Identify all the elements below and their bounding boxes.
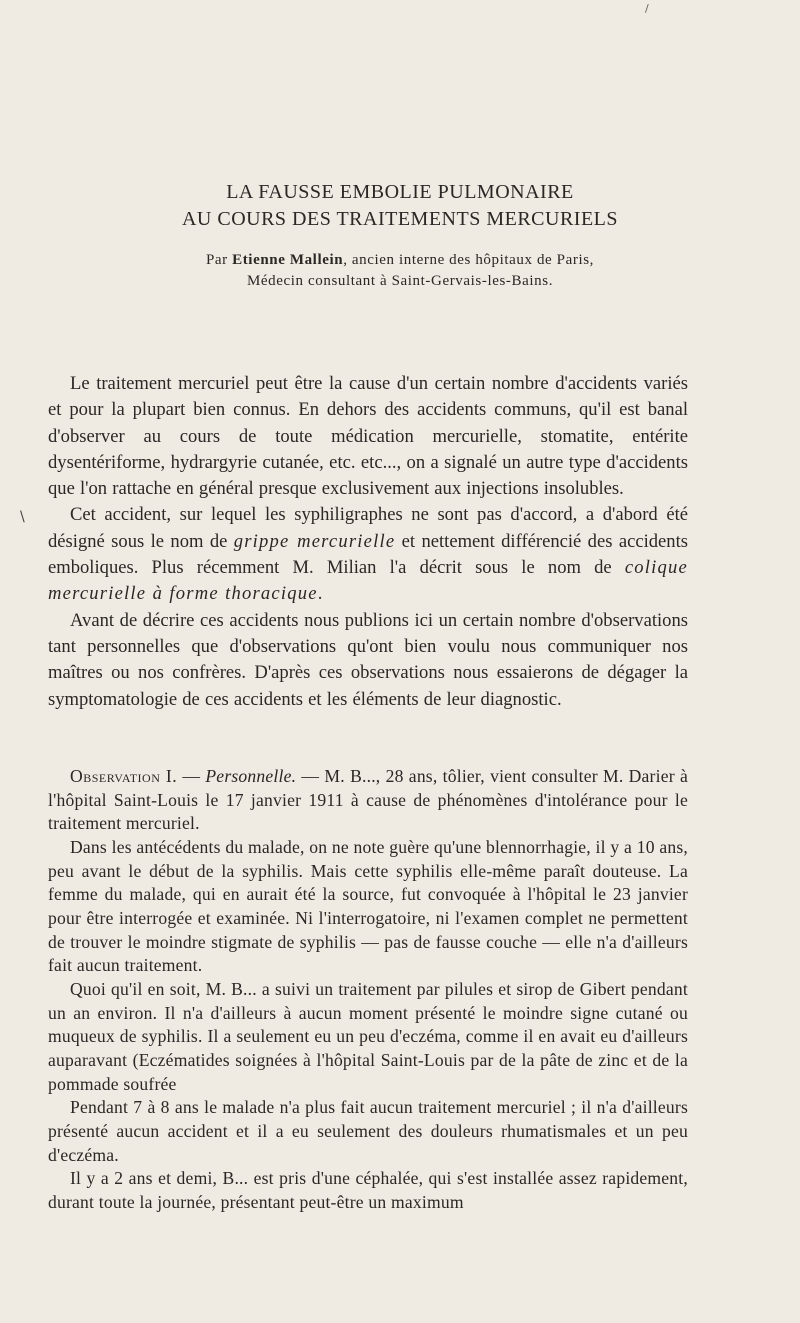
title-line-1: LA FAUSSE EMBOLIE PULMONAIRE	[226, 181, 574, 203]
author-affiliation: , ancien interne des hôpitaux de Paris,	[343, 252, 595, 268]
byline-prefix: Par	[205, 252, 228, 268]
observation-dash: —	[177, 766, 206, 786]
term-colique-mercurielle: colique mercurielle à forme thoracique	[48, 557, 688, 605]
intro-p2-text-b: et nettement différencié des accidents emboliques. Plus récemment M. Milian l'a décrit sous le nom de	[48, 530, 688, 579]
intro-p2-text-c: .	[317, 583, 323, 605]
observation-paragraph-5: Il y a 2 ans et demi, B... est pris d'une céphalée, qui s'est installée assez rapidement, durant toute la journée, présentant peut-être un maximum	[48, 1168, 688, 1212]
observation-type: Personnelle.	[205, 766, 297, 786]
observation-paragraph-4: Pendant 7 à 8 ans le malade n'a plus fait aucun traitement mercuriel ; il n'a d'ailleurs présenté aucun accident et il a eu seulement des douleurs rhumatismales et un peu d'eczéma.	[48, 1097, 688, 1165]
intro-p2-text-a: Cet accident, sur lequel les syphiligraphes ne sont pas d'accord, a d'abord été désigné sous le nom de	[48, 504, 688, 552]
intro-section	[48, 371, 688, 713]
intro-paragraph-3: Avant de décrire ces accidents nous publions ici un certain nombre d'observations tant personnelles que d'observations qu'ont bien voulu nous communiquer nos maîtres ou nos confrères. D'après ces observations nous essaierons de dégager la symptomatologie de ces accidents et les éléments de leur diagnostic.	[48, 609, 688, 710]
observation-section	[48, 765, 688, 1214]
title-line-2: AU COURS DES TRAITEMENTS MERCURIELS	[181, 208, 619, 230]
intro-paragraph-2	[48, 502, 688, 607]
observation-paragraph-3: Quoi qu'il en soit, M. B... a suivi un traitement par pilules et sirop de Gibert pendant un an environ. Il n'a d'ailleurs à aucun moment présenté le moindre signe cutané ou muqueux de syphilis. Il a seulement eu un peu d'eczéma, comme il en avait eu d'ailleurs auparavant (Eczématides soignées à l'hôpital Saint-Louis par de la pâte de zinc et de la pommade soufrée	[48, 978, 688, 1094]
observation-label: Observation I.	[70, 766, 178, 786]
observation-paragraph-1	[48, 765, 688, 836]
intro-paragraph-1: Le traitement mercuriel peut être la cause d'un certain nombre d'accidents variés et pour la plupart bien connus. En dehors des accidents communs, qu'il est banal d'observer au cours de toute médication mercurielle, stomatite, entérite dysentériforme, hydrargyrie cutanée, etc. etc..., on a signalé un autre type d'accidents que l'on rattache en général presque exclusivement aux injections insolubles.	[48, 373, 688, 500]
observation-p1-text: — M. B..., 28 ans, tôlier, vient consulter M. Darier à l'hôpital Saint-Louis le 17 janvier 1911 à cause de phénomènes d'intolérance pour le traitement mercuriel.	[48, 766, 688, 834]
term-grippe-mercurielle: grippe mercurielle	[233, 530, 396, 552]
byline-line-1	[0, 252, 800, 269]
author-name: Etienne Mallein	[232, 252, 344, 268]
observation-paragraph-2: Dans les antécédents du malade, on ne note guère qu'une blennorrhagie, il y a 10 ans, peu avant le début de la syphilis. Mais cette syphilis elle-même paraît douteuse. La femme du malade, qui en aurait été la source, fut convoquée à l'hôpital le 23 janvier pour être interrogée et examinée. Ni l'interrogatoire, ni l'examen complet ne permettent de trouver le moindre stigmate de syphilis — pas de fausse couche — elle n'a d'ailleurs fait aucun traitement.	[48, 836, 688, 976]
margin-pencil-mark: \	[20, 509, 25, 525]
corner-pencil-mark: /	[645, 2, 649, 15]
byline-line-2: Médecin consultant à Saint-Gervais-les-Bains.	[246, 273, 554, 289]
